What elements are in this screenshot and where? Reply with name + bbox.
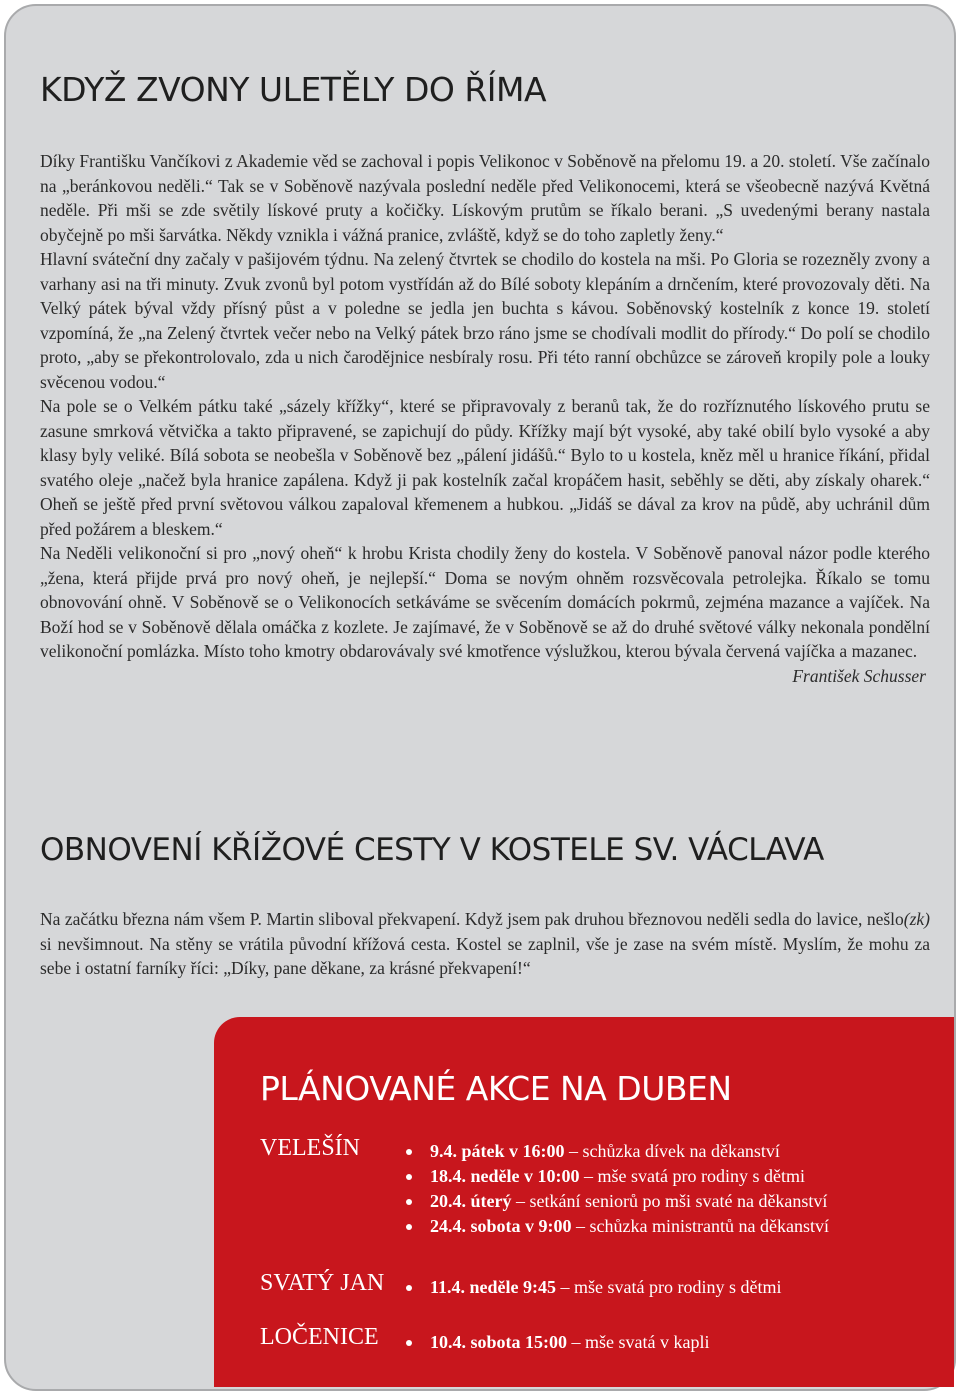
event-item: 24.4. sobota v 9:00 – schůzka ministrantů na děkanství (404, 1214, 829, 1239)
event-list (404, 1330, 710, 1355)
section-body (40, 907, 930, 981)
article-title: KDYŽ ZVONY ULETĚLY DO ŘÍMA (40, 70, 547, 109)
article-body (40, 149, 930, 688)
article-paragraph: Díky Františku Vančíkovi z Akademie věd se zachoval i popis Velikonoc v Soběnově na přelomu 19. a 20. století. Vše začínalo na „beránkovou neděli.“ Tak se v Soběnově nazývala poslední neděle před Velikonocemi, která se všeobecně nazývá Květná neděle. Při mši se zde světily lískové pruty a kočičky. Lískovým prutům se říkalo berani. „S uvedenými berany nastala obyčejně po mši šarvátka. Někdy vznikla i vážná pranice, zvláště, když se do toho zapletly ženy.“ (40, 151, 930, 245)
article-paragraph: Na Neděli velikonoční si pro „nový oheň“ k hrobu Krista chodily ženy do kostela. V Soběnově panoval názor podle kterého „žena, která přijde prvá pro nový oheň, je nejlepší.“ Doma se novým ohněm rozsvěcovala petrolejka. Říkalo se tomu obnovování ohně. V Soběnově se o Velikonocích setkáváme se svěcením domácích pokrmů, zejména mazance a vajíček. Na Boží hod se v Soběnově dělala omáčka z kozlete. Je zajímavé, že v Soběnově se až do druhé světové války nekonala pondělní velikonoční pomlázka. Místo toho kmotry obdarovávaly své kmotřence výslužkou, kterou bývala červená vajíčka a mazanec. (40, 543, 930, 661)
article-signature: František Schusser (792, 665, 926, 686)
place-name: LOČENICE (260, 1324, 379, 1350)
event-item: 11.4. neděle 9:45 – mše svatá pro rodiny s dětmi (404, 1275, 781, 1300)
event-item: 20.4. úterý – setkání seniorů po mši svaté na děkanství (404, 1189, 829, 1214)
place-name: SVATÝ JAN (260, 1270, 385, 1296)
events-box (214, 1017, 954, 1387)
event-item: 9.4. pátek v 16:00 – schůzka dívek na děkanství (404, 1139, 829, 1164)
event-item: 10.4. sobota 15:00 – mše svatá v kapli (404, 1330, 710, 1355)
event-item: 18.4. neděle v 10:00 – mše svatá pro rodiny s dětmi (404, 1164, 829, 1189)
event-list (404, 1139, 829, 1239)
section-text: Na začátku března nám všem P. Martin sliboval překvapení. Když jsem pak druhou březnovou neděli sedla do lavice, nešlo si nevšimnout. Na stěny se vrátila původní křížová cesta. Kostel se zaplnil, vše je zase na svém místě. Myslím, že mohu za sebe i ostatní farníky říci: „Díky, pane děkane, za krásné překvapení!“ (40, 909, 930, 978)
place-name: VELEŠÍN (260, 1135, 360, 1161)
section-signature: (zk) (903, 909, 930, 929)
article-paragraph: Hlavní sváteční dny začaly v pašijovém týdnu. Na zelený čtvrtek se chodilo do kostela na mši. Po Gloria se rozezněly zvony a varhany asi na tři minuty. Zvuk zvonů byl potom vystřídán až do Bílé soboty klepáním a drnčením, které provozovaly děti. Na Velký pátek býval vždy přísný půst a v poledne se jedla jen buchta s kávou. Soběnovský kostelník z konce 19. století vzpomíná, že „na Zelený čtvrtek večer nebo na Velký pátek brzo ráno jsme se chodívali modlit do přírody.“ Do polí se chodilo proto, „aby se překontrolovalo, zda u nich čarodějnice nesbíraly rosu. Při této ranní obchůzce se zároveň kropily pole a louky svěcenou vodou.“ (40, 249, 930, 392)
article-paragraph: Na pole se o Velkém pátku také „sázely křížky“, které se připravovaly z beranů tak, že do rozříznutého lískového prutu se zasune smrková větvička a takto připravené, se zapichují do půdy. Křížky mají být vysoké, aby také obilí bylo vysoké a aby klasy byly veliké. Bílá sobota se neobešla v Soběnově bez „pálení jidášů.“ Bylo to u kostela, kněz měl u hranice říkání, přidal svatého oleje „načež byla hranice zapálena. Když ji pak kostelník začal kropáčem hasit, seběhly se děti, aby získaly oharek.“ Oheň se ještě před první světovou válkou zapaloval křemenem a hubkou. „Jidáš se dával za krov na půdě, aby uchránil dům před požárem a bleskem.“ (40, 396, 930, 539)
events-title: PLÁNOVANÉ AKCE NA DUBEN (260, 1069, 732, 1108)
section-title: OBNOVENÍ KŘÍŽOVÉ CESTY V KOSTELE SV. VÁCLAVA (40, 832, 824, 868)
event-list (404, 1275, 781, 1300)
